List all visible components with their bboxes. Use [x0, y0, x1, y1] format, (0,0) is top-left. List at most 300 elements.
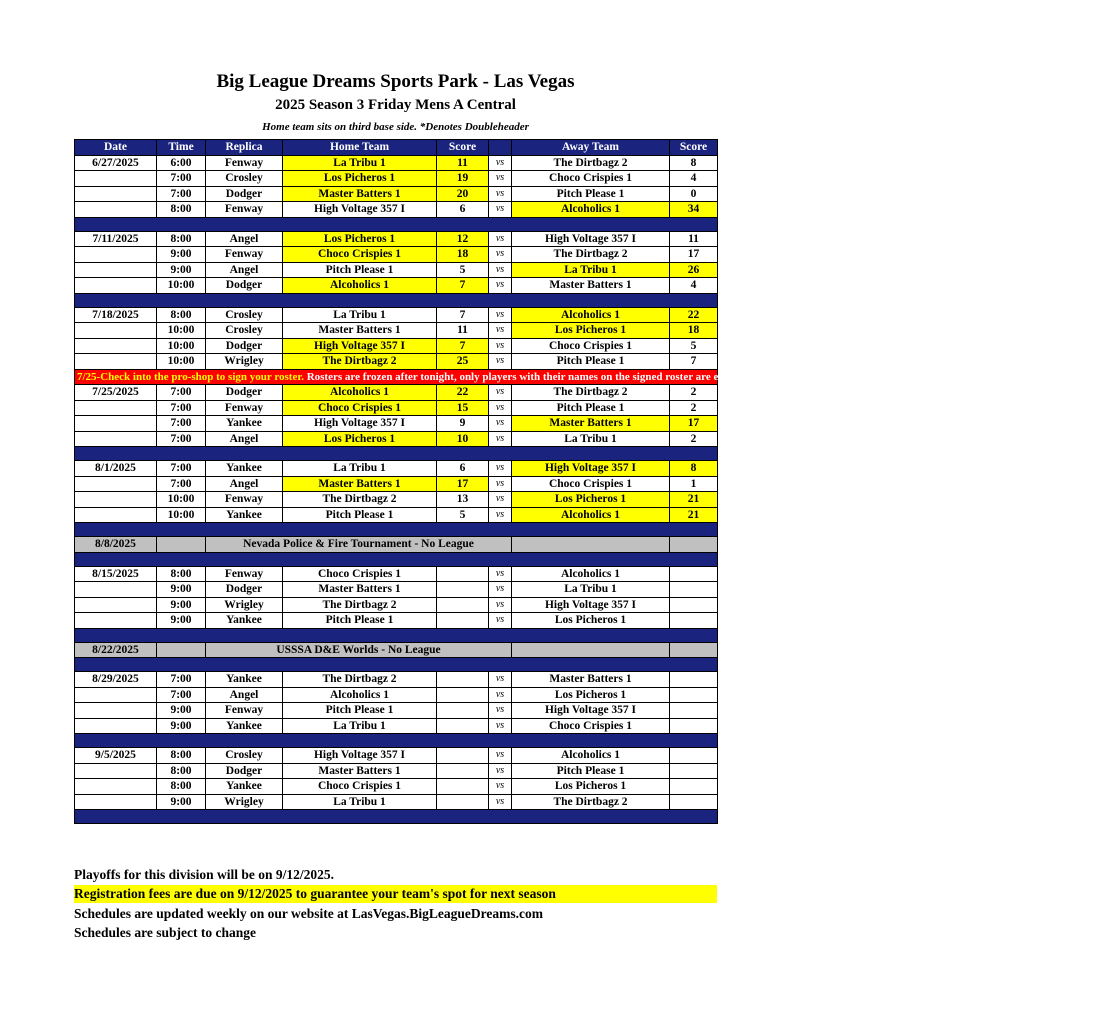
week-separator	[75, 447, 718, 461]
away-team: The Dirtbagz 2	[512, 794, 670, 810]
game-row	[75, 171, 718, 187]
away-score	[670, 613, 718, 629]
home-team: Alcoholics 1	[283, 278, 437, 294]
home-score: 18	[437, 247, 489, 263]
game-field: Angel	[206, 476, 283, 492]
game-date	[75, 400, 157, 416]
game-time: 9:00	[157, 794, 206, 810]
away-score: 8	[670, 461, 718, 477]
home-score: 25	[437, 354, 489, 370]
away-score: 0	[670, 186, 718, 202]
game-row	[75, 431, 718, 447]
roster-notice-row	[75, 369, 718, 385]
no-league-row	[75, 642, 718, 658]
game-row	[75, 748, 718, 764]
week-separator	[75, 734, 718, 748]
separator-band	[75, 552, 718, 566]
home-team: High Voltage 357 I	[283, 202, 437, 218]
home-score: 10	[437, 431, 489, 447]
home-score	[437, 672, 489, 688]
away-score: 8	[670, 155, 718, 171]
game-field: Fenway	[206, 703, 283, 719]
away-team: The Dirtbagz 2	[512, 385, 670, 401]
game-row	[75, 779, 718, 795]
vs-label: vs	[489, 794, 512, 810]
game-time: 7:00	[157, 672, 206, 688]
away-score: 26	[670, 262, 718, 278]
away-score: 2	[670, 385, 718, 401]
game-field: Wrigley	[206, 354, 283, 370]
separator-band	[75, 447, 718, 461]
game-field: Angel	[206, 431, 283, 447]
home-team: La Tribu 1	[283, 794, 437, 810]
game-time: 7:00	[157, 416, 206, 432]
game-time: 10:00	[157, 278, 206, 294]
home-score: 7	[437, 338, 489, 354]
home-score: 12	[437, 231, 489, 247]
home-score	[437, 703, 489, 719]
game-field: Wrigley	[206, 794, 283, 810]
col-header-home-score: Score	[437, 140, 489, 156]
col-header-date: Date	[75, 140, 157, 156]
game-time: 9:00	[157, 582, 206, 598]
vs-label: vs	[489, 566, 512, 582]
game-time: 7:00	[157, 186, 206, 202]
game-row	[75, 323, 718, 339]
away-team: Pitch Please 1	[512, 400, 670, 416]
away-team: Los Picheros 1	[512, 492, 670, 508]
away-score	[670, 687, 718, 703]
home-score	[437, 613, 489, 629]
game-date	[75, 613, 157, 629]
home-score: 5	[437, 507, 489, 523]
home-score	[437, 794, 489, 810]
home-score	[437, 687, 489, 703]
away-score	[670, 672, 718, 688]
game-field: Fenway	[206, 492, 283, 508]
game-field: Dodger	[206, 186, 283, 202]
vs-label: vs	[489, 323, 512, 339]
home-team: Master Batters 1	[283, 476, 437, 492]
home-score: 6	[437, 461, 489, 477]
game-date	[75, 794, 157, 810]
away-score	[670, 718, 718, 734]
home-score: 7	[437, 278, 489, 294]
game-field: Fenway	[206, 155, 283, 171]
game-time: 7:00	[157, 385, 206, 401]
game-field: Fenway	[206, 400, 283, 416]
home-team: Pitch Please 1	[283, 507, 437, 523]
game-time: 8:00	[157, 202, 206, 218]
game-row	[75, 231, 718, 247]
away-score: 2	[670, 431, 718, 447]
away-score: 4	[670, 171, 718, 187]
away-team: Choco Crispies 1	[512, 718, 670, 734]
game-date	[75, 186, 157, 202]
away-score: 21	[670, 492, 718, 508]
vs-label: vs	[489, 703, 512, 719]
home-team: Master Batters 1	[283, 323, 437, 339]
game-field: Crosley	[206, 307, 283, 323]
game-row	[75, 278, 718, 294]
week-separator	[75, 552, 718, 566]
game-field: Yankee	[206, 507, 283, 523]
home-score	[437, 748, 489, 764]
playoffs-notice: Playoffs for this division will be on 9/12/2025.	[74, 867, 335, 882]
off-time	[157, 537, 206, 553]
game-row	[75, 461, 718, 477]
off-time	[157, 642, 206, 658]
game-time: 9:00	[157, 718, 206, 734]
vs-label: vs	[489, 672, 512, 688]
game-date: 6/27/2025	[75, 155, 157, 171]
separator-band	[75, 810, 718, 824]
page-subtitle: 2025 Season 3 Friday Mens A Central	[275, 97, 516, 113]
game-row	[75, 703, 718, 719]
game-row	[75, 354, 718, 370]
home-team: Pitch Please 1	[283, 262, 437, 278]
game-field: Dodger	[206, 763, 283, 779]
away-team: Alcoholics 1	[512, 307, 670, 323]
game-time: 8:00	[157, 779, 206, 795]
home-score: 5	[437, 262, 489, 278]
game-date: 7/18/2025	[75, 307, 157, 323]
home-team: Pitch Please 1	[283, 613, 437, 629]
game-time: 7:00	[157, 476, 206, 492]
separator-band	[75, 217, 718, 231]
roster-notice-text: Rosters are frozen after tonight, only players with their names on the signed roster are eligible for playoffs. Please check carefully as changes will not be made for omissions.	[303, 370, 1112, 383]
game-date: 9/5/2025	[75, 748, 157, 764]
home-score: 17	[437, 476, 489, 492]
away-team: Pitch Please 1	[512, 763, 670, 779]
vs-label: vs	[489, 171, 512, 187]
game-date	[75, 763, 157, 779]
home-team: The Dirtbagz 2	[283, 597, 437, 613]
game-date	[75, 507, 157, 523]
week-separator	[75, 628, 718, 642]
separator-band	[75, 658, 718, 672]
game-row	[75, 262, 718, 278]
vs-label: vs	[489, 748, 512, 764]
away-score: 17	[670, 247, 718, 263]
home-team: Choco Crispies 1	[283, 247, 437, 263]
away-score: 22	[670, 307, 718, 323]
vs-label: vs	[489, 385, 512, 401]
away-team: Master Batters 1	[512, 672, 670, 688]
col-header-away-score: Score	[670, 140, 718, 156]
game-date	[75, 718, 157, 734]
game-field: Yankee	[206, 779, 283, 795]
game-row	[75, 794, 718, 810]
game-row	[75, 507, 718, 523]
game-field: Crosley	[206, 323, 283, 339]
away-team: Master Batters 1	[512, 416, 670, 432]
home-score	[437, 597, 489, 613]
game-date	[75, 262, 157, 278]
schedule-table	[74, 139, 1112, 824]
col-header-away-team: Away Team	[512, 140, 670, 156]
home-score: 15	[437, 400, 489, 416]
away-team: High Voltage 357 I	[512, 461, 670, 477]
vs-label: vs	[489, 507, 512, 523]
game-row	[75, 385, 718, 401]
game-field: Crosley	[206, 748, 283, 764]
home-team: La Tribu 1	[283, 461, 437, 477]
home-score: 6	[437, 202, 489, 218]
vs-label: vs	[489, 202, 512, 218]
home-score: 9	[437, 416, 489, 432]
away-team: Master Batters 1	[512, 278, 670, 294]
game-field: Dodger	[206, 385, 283, 401]
home-team: Los Picheros 1	[283, 231, 437, 247]
vs-label: vs	[489, 763, 512, 779]
vs-label: vs	[489, 247, 512, 263]
game-date: 7/11/2025	[75, 231, 157, 247]
schedule-note: Home team sits on third base side. *Denotes Doubleheader	[262, 121, 529, 133]
game-field: Fenway	[206, 566, 283, 582]
away-team: High Voltage 357 I	[512, 231, 670, 247]
vs-label: vs	[489, 338, 512, 354]
away-score: 5	[670, 338, 718, 354]
home-team: Choco Crispies 1	[283, 566, 437, 582]
game-date	[75, 202, 157, 218]
game-time: 9:00	[157, 613, 206, 629]
vs-label: vs	[489, 687, 512, 703]
col-header-time: Time	[157, 140, 206, 156]
game-field: Angel	[206, 262, 283, 278]
home-score: 19	[437, 171, 489, 187]
vs-label: vs	[489, 186, 512, 202]
vs-label: vs	[489, 718, 512, 734]
game-time: 10:00	[157, 354, 206, 370]
col-header-home-team: Home Team	[283, 140, 437, 156]
away-team: Choco Crispies 1	[512, 338, 670, 354]
game-time: 8:00	[157, 566, 206, 582]
game-time: 9:00	[157, 247, 206, 263]
game-time: 10:00	[157, 323, 206, 339]
game-field: Angel	[206, 231, 283, 247]
game-date	[75, 416, 157, 432]
off-away	[512, 537, 670, 553]
home-score: 7	[437, 307, 489, 323]
home-score: 20	[437, 186, 489, 202]
away-team: High Voltage 357 I	[512, 597, 670, 613]
vs-label: vs	[489, 155, 512, 171]
game-date	[75, 354, 157, 370]
table-header-row	[75, 140, 718, 156]
game-date	[75, 597, 157, 613]
away-team: Alcoholics 1	[512, 566, 670, 582]
game-time: 7:00	[157, 687, 206, 703]
game-time: 7:00	[157, 171, 206, 187]
game-row	[75, 202, 718, 218]
week-separator	[75, 658, 718, 672]
away-score	[670, 763, 718, 779]
away-team: Choco Crispies 1	[512, 476, 670, 492]
home-score	[437, 566, 489, 582]
game-row	[75, 582, 718, 598]
away-score: 34	[670, 202, 718, 218]
game-row	[75, 672, 718, 688]
game-row	[75, 416, 718, 432]
no-league-text: Nevada Police & Fire Tournament - No League	[206, 537, 512, 553]
home-team: Alcoholics 1	[283, 687, 437, 703]
home-team: La Tribu 1	[283, 155, 437, 171]
week-separator	[75, 523, 718, 537]
game-field: Angel	[206, 687, 283, 703]
registration-notice: Registration fees are due on 9/12/2025 to guarantee your team's spot for next season	[74, 885, 717, 903]
off-date: 8/22/2025	[75, 642, 157, 658]
away-team: Los Picheros 1	[512, 779, 670, 795]
separator-band	[75, 523, 718, 537]
away-team: Choco Crispies 1	[512, 171, 670, 187]
game-time: 6:00	[157, 155, 206, 171]
change-notice: Schedules are subject to change	[74, 925, 256, 940]
vs-label: vs	[489, 492, 512, 508]
game-row	[75, 492, 718, 508]
home-score: 22	[437, 385, 489, 401]
home-team: Los Picheros 1	[283, 171, 437, 187]
away-score	[670, 748, 718, 764]
schedule-body	[75, 155, 1112, 824]
game-row	[75, 718, 718, 734]
home-team: Choco Crispies 1	[283, 779, 437, 795]
game-row	[75, 566, 718, 582]
website-notice: Schedules are updated weekly on our website at LasVegas.BigLeagueDreams.com	[74, 906, 544, 921]
game-row	[75, 155, 718, 171]
away-score	[670, 582, 718, 598]
vs-label: vs	[489, 461, 512, 477]
away-team: Pitch Please 1	[512, 186, 670, 202]
away-score: 2	[670, 400, 718, 416]
home-team: Choco Crispies 1	[283, 400, 437, 416]
vs-label: vs	[489, 779, 512, 795]
away-team: The Dirtbagz 2	[512, 155, 670, 171]
away-team: Alcoholics 1	[512, 202, 670, 218]
roster-notice-highlight: 7/25-Check into the pro-shop to sign your roster.	[77, 370, 304, 383]
away-team: High Voltage 357 I	[512, 703, 670, 719]
game-date: 8/15/2025	[75, 566, 157, 582]
away-team: La Tribu 1	[512, 582, 670, 598]
away-score	[670, 566, 718, 582]
game-time: 8:00	[157, 763, 206, 779]
away-score	[670, 779, 718, 795]
away-score: 11	[670, 231, 718, 247]
week-separator	[75, 217, 718, 231]
home-team: Master Batters 1	[283, 763, 437, 779]
game-row	[75, 613, 718, 629]
no-league-text: USSSA D&E Worlds - No League	[206, 642, 512, 658]
game-date	[75, 247, 157, 263]
off-score	[670, 642, 718, 658]
away-score: 7	[670, 354, 718, 370]
week-separator	[75, 810, 718, 824]
home-score: 11	[437, 323, 489, 339]
col-header-vs	[489, 140, 512, 156]
away-team: Alcoholics 1	[512, 507, 670, 523]
home-score: 13	[437, 492, 489, 508]
away-team: Pitch Please 1	[512, 354, 670, 370]
vs-label: vs	[489, 231, 512, 247]
away-team: Los Picheros 1	[512, 323, 670, 339]
game-field: Fenway	[206, 247, 283, 263]
home-score	[437, 763, 489, 779]
game-field: Yankee	[206, 416, 283, 432]
home-team: Los Picheros 1	[283, 431, 437, 447]
game-date	[75, 492, 157, 508]
vs-label: vs	[489, 416, 512, 432]
away-score: 17	[670, 416, 718, 432]
vs-label: vs	[489, 354, 512, 370]
game-date	[75, 687, 157, 703]
game-field: Yankee	[206, 613, 283, 629]
away-team: Alcoholics 1	[512, 748, 670, 764]
game-row	[75, 307, 718, 323]
separator-band	[75, 293, 718, 307]
game-row	[75, 687, 718, 703]
roster-notice	[75, 369, 1112, 385]
home-team: High Voltage 357 I	[283, 416, 437, 432]
game-date	[75, 338, 157, 354]
home-team: The Dirtbagz 2	[283, 672, 437, 688]
game-date	[75, 171, 157, 187]
game-field: Yankee	[206, 672, 283, 688]
game-row	[75, 476, 718, 492]
page-title: Big League Dreams Sports Park - Las Vegas	[216, 71, 575, 92]
game-time: 10:00	[157, 492, 206, 508]
vs-label: vs	[489, 476, 512, 492]
home-score	[437, 779, 489, 795]
away-score	[670, 703, 718, 719]
away-score: 21	[670, 507, 718, 523]
vs-label: vs	[489, 597, 512, 613]
home-team: The Dirtbagz 2	[283, 492, 437, 508]
game-time: 7:00	[157, 461, 206, 477]
home-team: Alcoholics 1	[283, 385, 437, 401]
separator-band	[75, 628, 718, 642]
game-field: Wrigley	[206, 597, 283, 613]
game-row	[75, 597, 718, 613]
no-league-row	[75, 537, 718, 553]
away-team: La Tribu 1	[512, 431, 670, 447]
away-team: The Dirtbagz 2	[512, 247, 670, 263]
game-date	[75, 323, 157, 339]
home-score	[437, 718, 489, 734]
game-row	[75, 338, 718, 354]
vs-label: vs	[489, 400, 512, 416]
vs-label: vs	[489, 262, 512, 278]
game-date	[75, 582, 157, 598]
game-row	[75, 186, 718, 202]
game-time: 10:00	[157, 338, 206, 354]
game-row	[75, 763, 718, 779]
game-date: 8/1/2025	[75, 461, 157, 477]
away-team: La Tribu 1	[512, 262, 670, 278]
home-score: 11	[437, 155, 489, 171]
home-team: La Tribu 1	[283, 307, 437, 323]
game-time: 8:00	[157, 231, 206, 247]
col-header-replica: Replica	[206, 140, 283, 156]
away-score: 18	[670, 323, 718, 339]
game-field: Dodger	[206, 278, 283, 294]
away-score: 4	[670, 278, 718, 294]
separator-band	[75, 734, 718, 748]
game-field: Yankee	[206, 461, 283, 477]
game-field: Yankee	[206, 718, 283, 734]
game-time: 9:00	[157, 262, 206, 278]
game-field: Fenway	[206, 202, 283, 218]
week-separator	[75, 293, 718, 307]
